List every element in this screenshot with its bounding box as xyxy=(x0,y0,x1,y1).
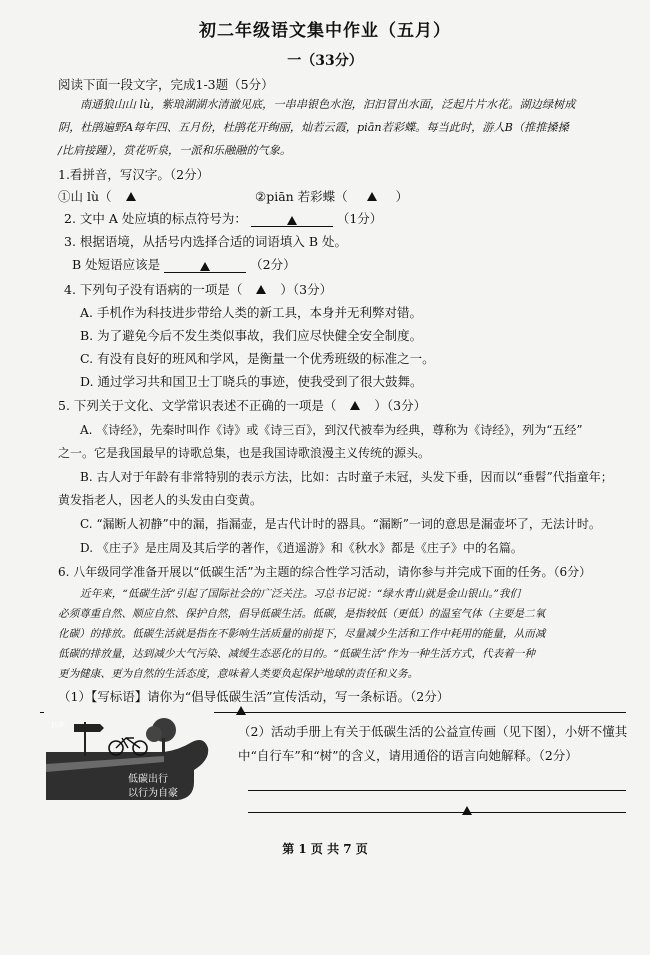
q2-answer-blank[interactable] xyxy=(251,212,333,227)
q1-a-label: ①山 lù（ xyxy=(58,189,112,204)
q5-stem: 5. 下列关于文化、文学常识表述不正确的一项是（ xyxy=(58,398,337,413)
page-number: 第 1 页 共 7 页 xyxy=(282,842,368,856)
q5-option-b-line2: 黄发指老人，因老人的头发由白变黄。 xyxy=(58,493,263,507)
q5-stem-line xyxy=(58,397,426,415)
q3-answer xyxy=(72,256,296,274)
q6-sub2-line-2: 中“自行车”和“树”的含义，请用通俗的语言向她解释。（2分） xyxy=(238,748,578,763)
q4-option-a: A. 手机作为科技进步带给人类的新工具，本身并无利弊对错。 xyxy=(80,305,422,320)
answer-triangle-icon xyxy=(287,216,297,225)
answer-triangle-icon xyxy=(256,285,266,294)
q5-option-d: D. 《庄子》是庄周及其后学的著作，《逍遥游》和《秋水》都是《庄子》中的名篇。 xyxy=(80,541,523,555)
q6-sub2-answer-marker xyxy=(462,800,472,819)
q6-sub2-line-1: （2）活动手册上有关于低碳生活的公益宣传画（见下图），小妍不懂其 xyxy=(238,724,628,739)
q1-b xyxy=(255,188,408,206)
poster-sign-text: 低碳 xyxy=(50,720,66,730)
poster-slogan-line-1: 低碳出行 xyxy=(128,774,168,785)
q4-option-c: C. 有没有良好的班风和学风，是衡量一个优秀班级的标准之一。 xyxy=(80,351,435,366)
q3-score: （2分） xyxy=(250,257,296,272)
q6-material-line-5: 更为健康、更为自然的生活态度，意味着人类要负起保护地球的责任和义务。 xyxy=(58,668,419,680)
q6-material-line-3: 化碳）的排放。低碳生活就是指在不影响生活质量的前提下，尽量减少生活和工作中耗用的能量，从而减 xyxy=(58,628,546,640)
q5-option-a-line1: A. 《诗经》，先秦时叫作《诗》或《诗三百》，到汉代被奉为经典，尊称为《诗经》，列为“五经” xyxy=(80,423,583,437)
q3-answer-blank[interactable] xyxy=(164,258,246,273)
passage-line-2: 阴，杜鹃遍野A每年四、五月份，杜鹃花开绚丽，灿若云霞，piān若彩蝶。每当此时，游人B（推推搡搡 xyxy=(58,121,569,134)
q2-stem: 2. 文中 A 处应填的标点符号为： xyxy=(64,211,247,226)
q6-material-line-2: 必须尊重自然、顺应自然、保护自然，倡导低碳生活。低碳，是指较低（更低）的温室气体（主要是二氧 xyxy=(58,608,546,620)
answer-triangle-icon xyxy=(200,262,210,271)
q4-stem-end: ）（3分） xyxy=(280,282,333,297)
answer-triangle-icon xyxy=(126,192,136,201)
q4-stem-line xyxy=(64,281,332,299)
q5-option-a-line2: 之一。它是我国最早的诗歌总集，也是我国诗歌浪漫主义传统的源头。 xyxy=(58,446,431,460)
q6-sub2-answer-line-2[interactable] xyxy=(248,812,626,813)
q1-b-close: ） xyxy=(395,189,409,204)
q6-sub2-answer-line-1[interactable] xyxy=(248,790,626,791)
q6-sub1: （1）【写标语】请你为“倡导低碳生活”宣传活动，写一条标语。（2分） xyxy=(58,689,450,704)
q6-material-line-1: 近年来，“低碳生活”引起了国际社会的广泛关注。习总书记说：“绿水青山就是金山银山。”我们 xyxy=(80,588,521,600)
q5-option-b-line1: B. 古人对于年龄有非常特别的表示方法，比如：古时童子未冠，头发下垂，因而以“垂髫”代指童年； xyxy=(80,470,613,484)
q3-stem: 3. 根据语境，从括号内选择合适的词语填入 B 处。 xyxy=(64,234,348,249)
passage-line-3: /比肩接踵），赏花听泉，一派和乐融融的气象。 xyxy=(58,144,292,157)
q2-score: （1分） xyxy=(336,211,383,226)
q1-a xyxy=(58,188,146,206)
passage-line-1: 南通狼山山 lù，紫琅湖湖水清澈见底，一串串银色水泡，汩汩冒出水面，泛起片片水花。湖边绿树成 xyxy=(80,98,576,111)
section-heading: 一（33分） xyxy=(287,53,363,69)
q5-option-c: C. “漏断人初静”中的漏，指漏壶，是古代计时的器具。“漏断”一词的意思是漏壶坏了，无法计时。 xyxy=(80,517,601,531)
q1-stem: 1.看拼音，写汉字。（2分） xyxy=(58,167,210,182)
answer-triangle-icon xyxy=(462,806,472,815)
answer-triangle-icon xyxy=(350,401,360,410)
page-title: 初二年级语文集中作业（五月） xyxy=(199,21,451,41)
poster-slogan-line-2: 以行为自豪 xyxy=(128,788,178,799)
q2 xyxy=(64,210,382,228)
q5-stem-end: ）（3分） xyxy=(374,398,427,413)
q1-b-label: ②piān 若彩蝶（ xyxy=(255,189,348,204)
q4-option-d: D. 通过学习共和国卫士丁晓兵的事迹，使我受到了很大鼓舞。 xyxy=(80,374,423,389)
q4-stem: 4. 下列句子没有语病的一项是（ xyxy=(64,282,243,297)
reading-intro: 阅读下面一段文字，完成1-3题（5分） xyxy=(58,77,274,92)
answer-triangle-icon xyxy=(236,706,246,715)
q6-material-line-4: 低碳的排放量，达到减少大气污染、减缓生态恶化的目的。“低碳生活”作为一种生活方式，代表着一种 xyxy=(58,648,535,660)
q3-answer-prefix: B 处短语应该是 xyxy=(72,257,161,272)
q6-stem: 6. 八年级同学准备开展以“低碳生活”为主题的综合性学习活动，请你参与并完成下面的任务。（6分） xyxy=(58,565,592,579)
answer-triangle-icon xyxy=(367,192,377,201)
q6-sub1-answer-marker xyxy=(236,700,246,719)
q4-option-b: B. 为了避免今后不发生类似事故，我们应尽快健全安全制度。 xyxy=(80,328,423,343)
